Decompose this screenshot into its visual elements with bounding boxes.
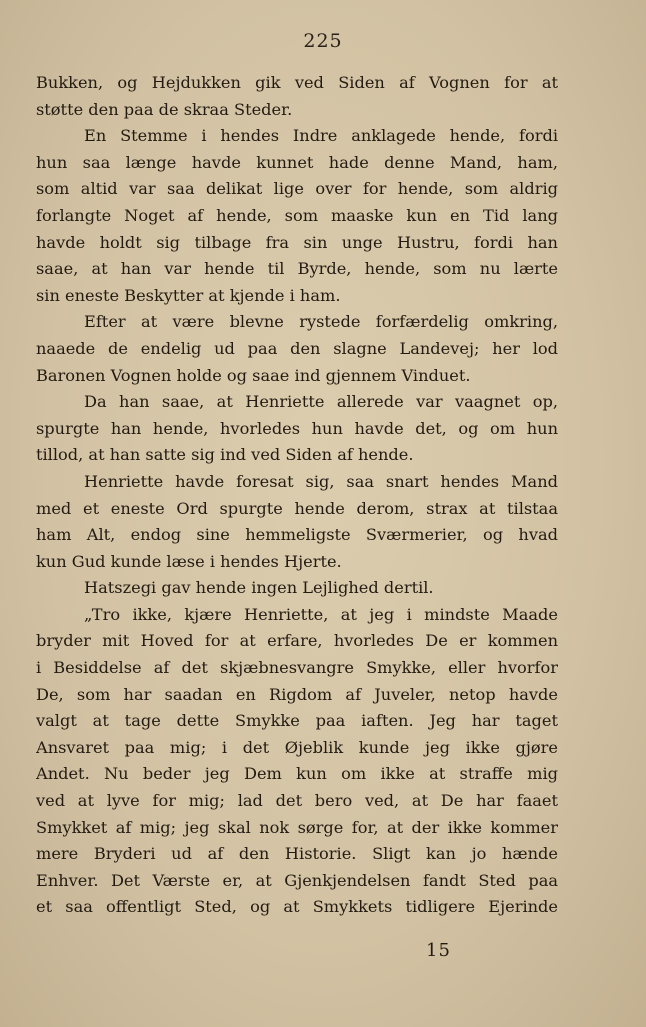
text-line: forlangte Noget af hende, som maaske kun en Tid lang bbox=[36, 205, 558, 225]
text-line: hun saa længe havde kunnet hade denne Mand, ham, bbox=[36, 152, 558, 172]
body-text bbox=[36, 70, 558, 921]
text-line: et saa offentligt Sted, og at Smykkets tidligere Ejerinde bbox=[36, 897, 558, 917]
text-line: mere Bryderi ud af den Historie. Sligt kan jo hænde bbox=[36, 844, 558, 864]
text-line: Andet. Nu beder jeg Dem kun om ikke at straffe mig bbox=[36, 764, 558, 784]
text-line: spurgte han hende, hvorledes hun havde det, og om hun bbox=[36, 418, 558, 438]
text-line: Smykket af mig; jeg skal nok sørge for, at der ikke kommer bbox=[36, 817, 558, 837]
text-line: Da han saae, at Henriette allerede var vaagnet op, bbox=[84, 392, 558, 412]
text-line: tillod, at han satte sig ind ved Siden af hende. bbox=[36, 445, 414, 465]
text-line: valgt at tage dette Smykke paa iaften. Jeg har taget bbox=[36, 711, 558, 731]
text-line: „Tro ikke, kjære Henriette, at jeg i mindste Maade bbox=[84, 604, 558, 624]
text-line: havde holdt sig tilbage fra sin unge Hustru, fordi han bbox=[36, 232, 558, 252]
text-line: ved at lyve for mig; lad det bero ved, at De har faaet bbox=[36, 791, 558, 811]
text-line: Hatszegi gav hende ingen Lejlighed dertil. bbox=[84, 578, 434, 598]
text-line: naaede de endelig ud paa den slagne Landevej; her lod bbox=[36, 338, 558, 358]
printer-signature-mark: 15 bbox=[426, 940, 451, 961]
text-line: sin eneste Beskytter at kjende i ham. bbox=[36, 285, 341, 305]
text-line: En Stemme i hendes Indre anklagede hende, fordi bbox=[84, 126, 558, 146]
text-line: Bukken, og Hejdukken gik ved Siden af Vognen for at bbox=[36, 73, 558, 92]
text-line: med et eneste Ord spurgte hende derom, strax at tilstaa bbox=[36, 498, 558, 518]
text-line: saae, at han var hende til Byrde, hende, som nu lærte bbox=[36, 259, 558, 279]
text-line: Ansvaret paa mig; i det Øjeblik kunde jeg ikke gjøre bbox=[36, 737, 558, 757]
text-line: De, som har saadan en Rigdom af Juveler, netop havde bbox=[36, 684, 558, 704]
text-line: Baronen Vognen holde og saae ind gjennem Vinduet. bbox=[36, 365, 471, 385]
text-line: bryder mit Hoved for at erfare, hvorledes De er kommen bbox=[36, 631, 558, 651]
text-line: som altid var saa delikat lige over for hende, som aldrig bbox=[36, 179, 558, 199]
text-line: i Besiddelse af det skjæbnesvangre Smykke, eller hvorfor bbox=[36, 658, 558, 678]
page-number: 225 bbox=[303, 30, 343, 52]
text-line: ham Alt, endog sine hemmeligste Sværmerier, og hvad bbox=[36, 525, 558, 545]
text-line: Efter at være blevne rystede forfærdelig omkring, bbox=[84, 312, 558, 332]
text-line: kun Gud kunde læse i hendes Hjerte. bbox=[36, 551, 342, 571]
text-line: Enhver. Det Værste er, at Gjenkjendelsen fandt Sted paa bbox=[36, 870, 558, 890]
text-line: Henriette havde foresat sig, saa snart hendes Mand bbox=[84, 471, 558, 491]
text-line: støtte den paa de skraa Steder. bbox=[36, 99, 293, 119]
